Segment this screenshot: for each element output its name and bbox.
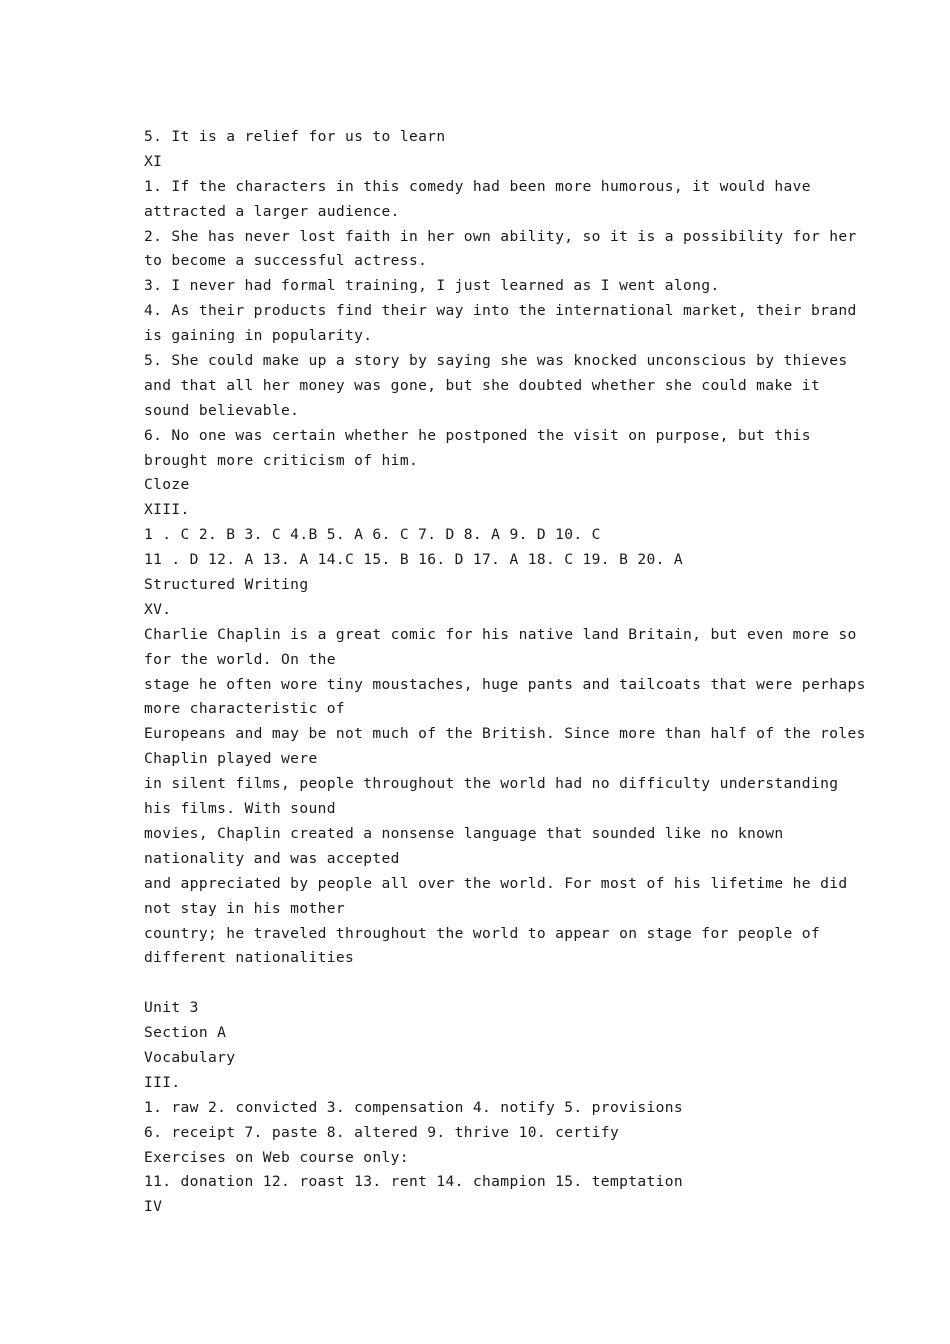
text-line: his films. With sound (144, 800, 336, 818)
unit-heading: Unit 3 (144, 999, 199, 1017)
text-line: 3. I never had formal training, I just learned as I went along. (144, 277, 720, 295)
section-heading: Structured Writing (144, 576, 309, 594)
text-line: 5. She could make up a story by saying she was knocked unconscious by thieves (144, 352, 848, 370)
text-line: 1. If the characters in this comedy had been more humorous, it would have (144, 177, 811, 195)
section-heading: Cloze (144, 476, 190, 494)
answer-key-line: 6. receipt 7. paste 8. altered 9. thrive 10. certify (144, 1123, 620, 1141)
section-heading: IV (144, 1198, 163, 1216)
answer-key-line: 11. donation 12. roast 13. rent 14. champion 15. temptation (144, 1173, 684, 1191)
answer-key-line: 1. raw 2. convicted 3. compensation 4. notify 5. provisions (144, 1098, 684, 1116)
text-line: 2. She has never lost faith in her own ability, so it is a possibility for her (144, 227, 857, 245)
text-line: and appreciated by people all over the world. For most of his lifetime he did (144, 874, 848, 892)
text-line: different nationalities (144, 949, 355, 967)
text-line: attracted a larger audience. (144, 202, 400, 220)
section-heading: XI (144, 152, 163, 170)
section-heading: Vocabulary (144, 1048, 236, 1066)
text-line: Chaplin played were (144, 750, 318, 768)
text-line: sound believable. (144, 401, 300, 419)
text-line: country; he traveled throughout the world to appear on stage for people of (144, 924, 821, 942)
section-heading: XIII. (144, 501, 190, 519)
text-line: is gaining in popularity. (144, 327, 373, 345)
answer-key-line: 1 . C 2. B 3. C 4.B 5. A 6. C 7. D 8. A 9. D 10. C (144, 526, 601, 544)
text-line: stage he often wore tiny moustaches, huge pants and tailcoats that were perhaps (144, 675, 866, 693)
text-line: more characteristic of (144, 700, 345, 718)
text-line: not stay in his mother (144, 899, 345, 917)
text-line: and that all her money was gone, but she doubted whether she could make it (144, 376, 821, 394)
text-line: 5. It is a relief for us to learn (144, 128, 446, 145)
text-line: Exercises on Web course only: (144, 1148, 409, 1166)
answer-key-line: 11 . D 12. A 13. A 14.C 15. B 16. D 17. A 18. C 19. B 20. A (144, 551, 684, 569)
text-line: brought more criticism of him. (144, 451, 419, 469)
section-heading: XV. (144, 600, 172, 618)
text-line: 4. As their products find their way into the international market, their brand (144, 302, 857, 320)
text-line: in silent films, people throughout the world had no difficulty understanding (144, 775, 839, 793)
text-line: Charlie Chaplin is a great comic for his native land Britain, but even more so (144, 625, 857, 643)
document-page (144, 125, 866, 1220)
text-line: Europeans and may be not much of the British. Since more than half of the roles (144, 725, 866, 743)
blank-line (144, 971, 824, 996)
text-line: movies, Chaplin created a nonsense language that sounded like no known (144, 824, 784, 842)
section-heading: Section A (144, 1024, 227, 1042)
text-line: 6. No one was certain whether he postponed the visit on purpose, but this (144, 426, 811, 444)
text-line: nationality and was accepted (144, 849, 400, 867)
section-heading: III. (144, 1073, 181, 1091)
text-line: for the world. On the (144, 650, 336, 668)
text-line: to become a successful actress. (144, 252, 428, 270)
